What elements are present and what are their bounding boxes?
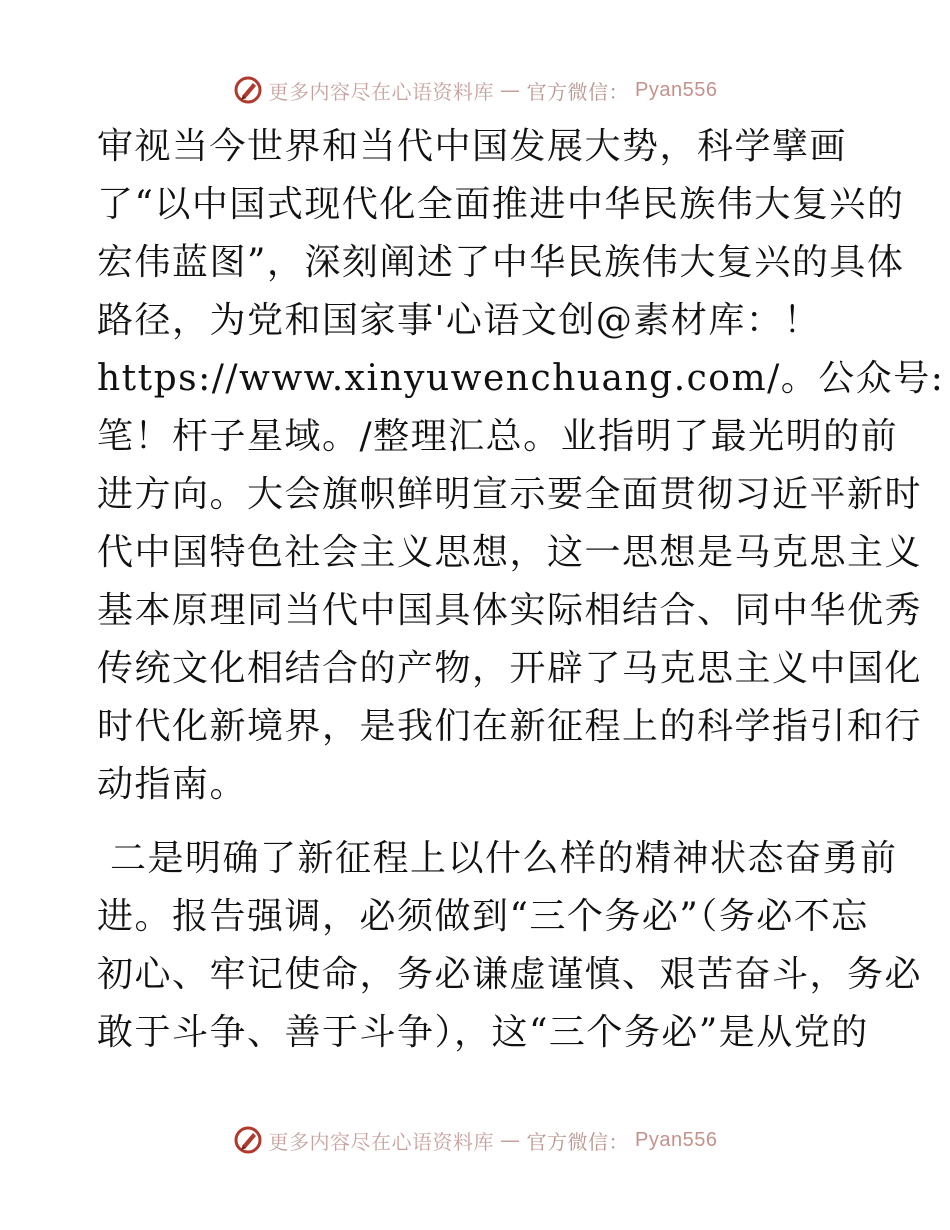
- text-line: 路径，为党和国家事'心语文创@素材库：！: [97, 300, 821, 341]
- footer-watermark: [0, 1120, 950, 1160]
- watermark-dash: —: [500, 78, 521, 102]
- watermark-brand: 更多内容尽在心语资料库: [268, 1129, 495, 1154]
- text-line: 敢于斗争、善于斗争），这“三个务必”是从党的: [97, 1012, 869, 1053]
- document-body: [97, 118, 945, 1062]
- pen-logo-icon: [233, 1125, 263, 1155]
- text-line: 初心、牢记使命，务必谦虚谨慎、艰苦奋斗，务必: [97, 954, 923, 995]
- text-line: 了“以中国式现代化全面推进中华民族伟大复兴的: [97, 184, 905, 225]
- text-line: 笔！杆子星域。/整理汇总。业指明了最光明的前: [97, 416, 899, 457]
- paragraph-1: [97, 118, 945, 814]
- text-line: 动指南。: [97, 764, 248, 805]
- paragraph-spacer: [97, 814, 857, 830]
- text-line: 审视当今世界和当代中国发展大势，科学擘画: [97, 126, 848, 167]
- text-line: 进。报告强调，必须做到“三个务必”（务必不忘: [97, 896, 869, 937]
- watermark-wechat-id: Pyan556: [635, 78, 718, 101]
- watermark-official-label: 官方微信：: [526, 79, 630, 104]
- text-line: 二是明确了新征程上以什么样的精神状态奋勇前: [97, 838, 898, 879]
- text-line: 传统文化相结合的产物，开辟了马克思主义中国化: [97, 648, 923, 689]
- text-line: https://www.xinyuwenchuang.com/。公众号:: [97, 358, 945, 399]
- watermark-brand: 更多内容尽在心语资料库: [268, 79, 495, 104]
- text-line: 进方向。大会旗帜鲜明宣示要全面贯彻习近平新时: [97, 474, 923, 515]
- watermark-wechat-id: Pyan556: [635, 1128, 718, 1151]
- watermark-dash: —: [500, 1128, 521, 1152]
- text-line: 宏伟蓝图”，深刻阐述了中华民族伟大复兴的具体: [97, 242, 905, 283]
- pen-logo-icon: [233, 75, 263, 105]
- text-line: 代中国特色社会主义思想，这一思想是马克思主义: [97, 532, 923, 573]
- watermark-official-label: 官方微信：: [526, 1129, 630, 1154]
- paragraph-2: [97, 830, 923, 1062]
- text-line: 时代化新境界，是我们在新征程上的科学指引和行: [97, 706, 923, 747]
- header-watermark: [0, 70, 950, 110]
- text-line: 基本原理同当代中国具体实际相结合、同中华优秀: [97, 590, 923, 631]
